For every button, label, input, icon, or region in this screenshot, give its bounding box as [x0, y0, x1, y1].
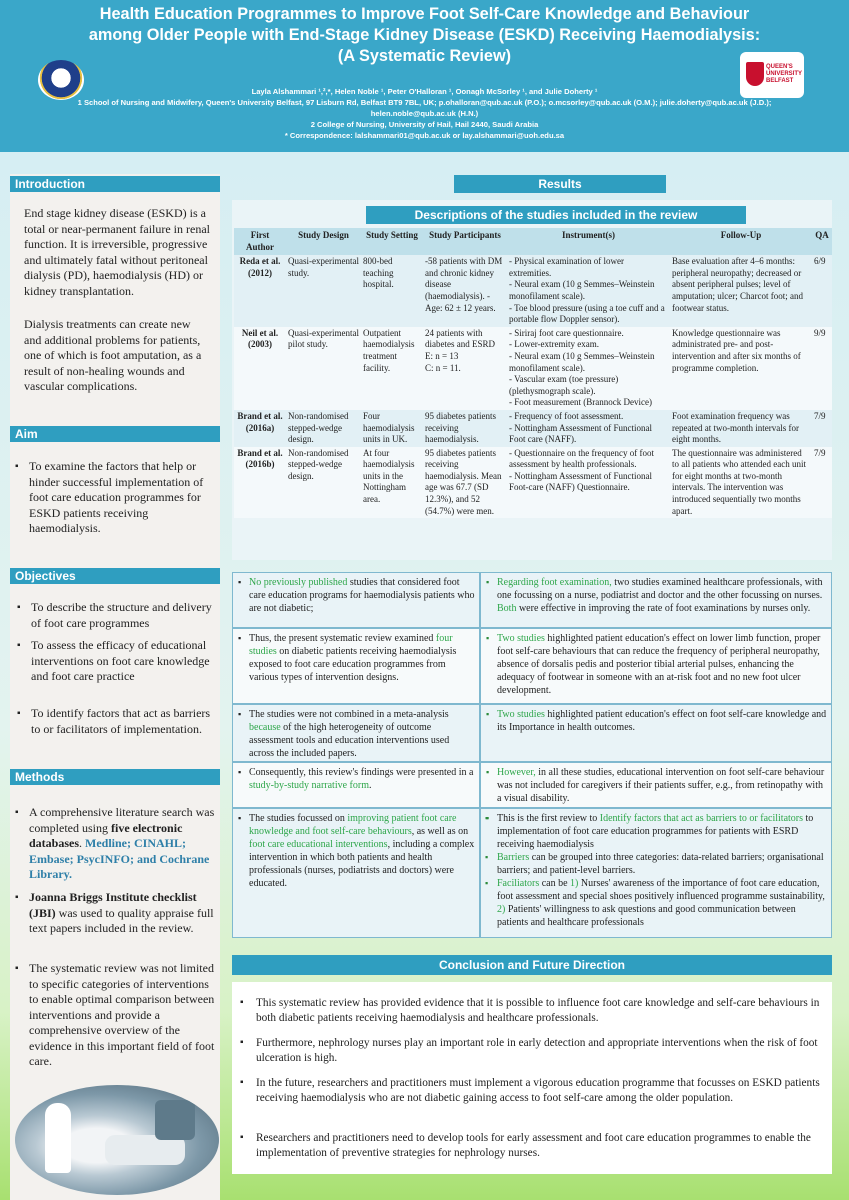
highlight-text: However, [497, 767, 536, 778]
objective-item: ▪ To identify factors that act as barriers to or facilitators of implementation. [17, 706, 215, 737]
studies-table [234, 228, 832, 518]
cell-followup: Knowledge questionnaire was administrated pre- and post-intervention and after six months of programme completion. [670, 327, 812, 410]
finding-subitem [485, 877, 827, 929]
cell-qa: 9/9 [812, 327, 832, 410]
introduction-heading: Introduction [10, 176, 220, 192]
affiliation-2: 2 College of Nursing, University of Hail, Hail 2440, Saudi Arabia [310, 120, 539, 129]
highlight-text: Both [497, 603, 517, 614]
photo-nurse-shape [45, 1103, 71, 1173]
finding-text: highlighted patient education's effect on foot self-care knowledge and its Importance in health outcomes. [497, 709, 827, 733]
crest-icon [746, 62, 764, 86]
finding-text: on diabetic patients receiving haemodialysis exposed to foot care education programmes from various types of intervention designs. [249, 646, 457, 683]
table-header-row [234, 228, 832, 255]
cell-design: Non-randomised stepped-wedge design. [286, 410, 361, 447]
finding-text: Thus, the present systematic review examined [249, 633, 436, 644]
haemodialysis-photo [15, 1085, 219, 1195]
cell-design: Quasi-experimental pilot study. [286, 327, 361, 410]
cell-setting: At four haemodialysis units in the Nottingham area. [361, 447, 423, 519]
finding-text: studies that considered foot care education programs for haemodialysis patients who are not diabetic; [249, 577, 475, 614]
finding-left-1 [232, 572, 480, 628]
cell-participants: 24 patients with diabetes and ESRD E: n = 13 C: n = 11. [423, 327, 507, 410]
aim-item: ▪ To examine the factors that help or hinder successful implementation of foot care education programmes for ESKD patients receiving haemodialysis. [15, 459, 215, 537]
author-block [60, 86, 789, 141]
finding-left-2 [232, 628, 480, 704]
conclusion-item: ▪ Furthermore, nephrology nurses play an important role in early detection and appropriate interventions when the risk of foot ulceration is high. [240, 1036, 820, 1065]
bullet-icon: ▪ [485, 852, 489, 862]
cell-author: Neil et al. (2003) [234, 327, 286, 410]
table-row [234, 410, 832, 447]
cell-qa: 7/9 [812, 410, 832, 447]
cell-author: Brand et al. (2016a) [234, 410, 286, 447]
methods-text: A comprehensive literature search was completed using [29, 805, 215, 835]
finding-left-4 [232, 762, 480, 808]
bullet-icon: ▪ ▪ [485, 813, 489, 823]
finding-left-3 [232, 704, 480, 762]
cell-instruments: - Questionnaire on the frequency of foot assessment by health professionals. - Nottingham Assessment of Functional Foot-care (NAFF) Questionnaire. [507, 447, 670, 519]
cell-instruments: - Frequency of foot assessment. - Nottingham Assessment of Functional Foot care (NAFF). [507, 410, 670, 447]
highlight-text: Identify factors that act as barriers to or facilitators [599, 813, 804, 824]
correspondence: * Correspondence: lalshammari01@qub.ac.uk or lay.alshammari@uoh.edu.sa [284, 131, 565, 140]
finding-right-2 [480, 628, 832, 704]
finding-text: Consequently, this review's findings were presented in a [249, 767, 474, 778]
cell-setting: Four haemodialysis units in UK. [361, 410, 423, 447]
highlight-text: Regarding foot examination, [497, 577, 612, 588]
finding-text: in all these studies, educational intervention on foot self-care behaviour was not included for caregivers if their patients suffer, e.g., from retinopathy with a visual disability. [497, 767, 825, 804]
methods-database-list: Medline; CINAHL; Embase; PsycINFO; and Cochrane Library. [29, 836, 210, 881]
cell-qa: 6/9 [812, 255, 832, 327]
finding-right-3 [480, 704, 832, 762]
introduction-paragraph-1: End stage kidney disease (ESKD) is a total or near-permanent failure in renal function. It is irreversible, progressive and ultimately fatal without peritoneal dialysis (PD), haemodialysis (HD) or kidney transplantation. [24, 206, 210, 298]
objectives-heading: Objectives [10, 568, 220, 584]
highlight-text: improving patient foot care knowledge and foot self-care behaviours [249, 813, 457, 837]
finding-text: , as well as on [411, 826, 469, 837]
cell-followup: Base evaluation after 4–6 months: peripheral neuropathy; decreased or absent peripheral pulses; level of amputation; ulcer; Charcot foot; and footwear status. [670, 255, 812, 327]
methods-jbi-name: Joanna Briggs Institute checklist (JBI) [29, 890, 197, 920]
highlight-text: 1) [570, 878, 579, 889]
cell-setting: Outpatient haemodialysis treatment facility. [361, 327, 423, 410]
author-list: Layla Alshammari ¹,²,*, Helen Noble ¹, Peter O'Halloran ¹, Oonagh McSorley ¹, and Julie Doherty ¹ [251, 87, 598, 96]
finding-right-4 [480, 762, 832, 808]
highlight-text: No previously published [249, 577, 348, 588]
results-heading: Results [454, 175, 666, 193]
methods-item-search [15, 805, 217, 883]
highlight-text: because [249, 722, 281, 733]
cell-participants: 95 diabetes patients receiving haemodialysis. Mean age was 67.7 (SD 12.3%), and 52 (54.7%) were men. [423, 447, 507, 519]
column-header: Instrument(s) [507, 228, 670, 255]
conclusion-item: ▪ This systematic review has provided evidence that it is possible to influence foot care knowledge and self-care behaviours in both diabetic patients receiving haemodialysis and healthcare professionals. [240, 996, 820, 1025]
finding-text: . [368, 780, 372, 791]
qub-logo-text: QUEEN'S UNIVERSITY BELFAST [766, 64, 802, 84]
column-header: Study Setting [361, 228, 423, 255]
column-header: Study Participants [423, 228, 507, 255]
cell-qa: 7/9 [812, 447, 832, 519]
finding-text: Nurses' awareness of the importance of foot care education, foot assessment and special shoes positively influenced programme sustainability, [497, 878, 825, 902]
highlight-text: Two studies [497, 633, 545, 644]
finding-text: Patients' willingness to ask questions and good communication between patients and healthcare professionals [497, 904, 796, 928]
photo-machine-shape [155, 1100, 195, 1140]
finding-text: This is the first review to [497, 813, 600, 824]
finding-text: can be grouped into three categories: data-related barriers; organisational barriers; and patient-level barriers. [497, 852, 824, 876]
finding-text: two studies examined healthcare professionals, with one focussing on a nurse, podiatrist and doctor and the other focussing on nurses. [497, 577, 823, 601]
table-row [234, 447, 832, 519]
table-row [234, 327, 832, 410]
cell-setting: 800-bed teaching hospital. [361, 255, 423, 327]
finding-text: can be [539, 878, 571, 889]
finding-text: to implementation of foot care education programmes for patients with ESRD receiving haemodialysis [497, 813, 814, 850]
column-header: Follow-Up [670, 228, 812, 255]
affiliation-1: 1 School of Nursing and Midwifery, Queen's University Belfast, 97 Lisburn Rd, Belfast BT9 7BL, UK; p.ohalloran@qub.ac.uk (P.O.); o.mcsorley@qub.ac.uk (O.M.); julie.doherty@qub.ac.uk (J.D.); helen.noble@qub.ac.uk (H.N.) [77, 98, 772, 118]
methods-heading: Methods [10, 769, 220, 785]
finding-subitem [485, 812, 827, 851]
column-header: Study Design [286, 228, 361, 255]
cell-author: Brand et al. (2016b) [234, 447, 286, 519]
objective-item: ▪ To assess the efficacy of educational interventions on foot care knowledge and foot care practice [17, 638, 215, 685]
methods-item-jbi [15, 890, 217, 937]
cell-participants: -58 patients with DM and chronic kidney disease (haemodialysis). -Age: 62 ± 12 years. [423, 255, 507, 327]
poster-header [0, 0, 849, 152]
highlight-text: four studies [249, 633, 453, 657]
poster-title: Health Education Programmes to Improve Foot Self-Care Knowledge and Behaviour among Older People with End-Stage Kidney Disease (ESKD) Receiving Haemodialysis: (A Systematic Review) [88, 5, 761, 65]
finding-right-1 [480, 572, 832, 628]
finding-text: The studies were not combined in a meta-analysis [249, 709, 449, 720]
finding-right-5 [480, 808, 832, 938]
finding-text: The studies focussed on [249, 813, 348, 824]
methods-item-scope: ▪ The systematic review was not limited to specific categories of interventions to enable optimal comparison between interventions and provide a comprehensive overview of the evidence in this important field of foot care. [15, 961, 217, 1070]
cell-participants: 95 diabetes patients receiving haemodialysis. [423, 410, 507, 447]
methods-text: . [79, 836, 86, 850]
methods-text: was used to quality appraise full text papers included in the review. [29, 905, 214, 935]
conclusion-item: ▪ Researchers and practitioners need to develop tools for early assessment and foot care education programmes to enable the implementation of preventive strategies for nephrology nurses. [240, 1131, 820, 1160]
cell-design: Quasi-experimental study. [286, 255, 361, 327]
highlight-text: Barriers [497, 852, 530, 863]
objective-item: ▪ To describe the structure and delivery of foot care programmes [17, 600, 215, 631]
highlight-text: Two studies [497, 709, 545, 720]
highlight-text: 2) [497, 904, 506, 915]
finding-text: were effective in improving the rate of foot examinations by nurses only. [516, 603, 811, 614]
column-header: QA [812, 228, 832, 255]
highlight-text: Faciliators [497, 878, 540, 889]
cell-instruments: - Physical examination of lower extremities. - Neural exam (10 g Semmes–Weinstein monofilament scale). - Toe blood pressure (using a toe cuff and a portable flow Doppler sensor). [507, 255, 670, 327]
cell-design: Non-randomised stepped-wedge design. [286, 447, 361, 519]
introduction-paragraph-2: Dialysis treatments can create new and additional problems for patients, one of which is foot amputation, as a result of non-healing wounds and vascular complications. [24, 317, 202, 393]
table-row [234, 255, 832, 327]
finding-text: , including a complex intervention in which both patients and health professionals (nurses, podiatrists and doctors) were educated. [249, 839, 475, 889]
finding-text: of the high heterogeneity of outcome assessment tools and education interventions used across the included papers. [249, 722, 450, 759]
finding-left-5 [232, 808, 480, 938]
cell-author: Reda et al. (2012) [234, 255, 286, 327]
bullet-icon: ▪ [485, 878, 489, 888]
finding-subitem [485, 851, 827, 877]
cell-followup: The questionnaire was administered to all patients who attended each unit for eight months at two-month intervals. The intervention was introduced sequentially two months apart. [670, 447, 812, 519]
highlight-text: foot care educational interventions [249, 839, 388, 850]
conclusion-item: ▪ In the future, researchers and practitioners must implement a vigorous education programme that focusses on ESKD patients receiving haemodialysis who are not diabetic gaining access to foot self-care among the older population. [240, 1076, 820, 1105]
conclusion-heading: Conclusion and Future Direction [232, 955, 832, 975]
aim-heading: Aim [10, 426, 220, 442]
studies-table-heading: Descriptions of the studies included in the review [366, 206, 746, 224]
methods-databases-count: five electronic databases [29, 820, 183, 850]
finding-text: highlighted patient education's effect on lower limb function, proper foot self-care behaviours that can reduce the frequency of peripheral neuropathy, absence of dorsalis pedis and posterior tibial arterial pulses, enhancing the adequacy of footwear in someone with an at-risk foot and no new foot ulcer development. [497, 633, 821, 696]
cell-followup: Foot examination frequency was repeated at two-month intervals for eight months. [670, 410, 812, 447]
column-header: First Author [234, 228, 286, 255]
highlight-text: study-by-study narrative form [249, 780, 369, 791]
cell-instruments: - Siriraj foot care questionnaire. - Lower-extremity exam. - Neural exam (10 g Semmes–Weinstein monofilament scale). - Vascular exam (toe pressure) (plethysmograph scale). - Foot measurement (Brannock Device) [507, 327, 670, 410]
